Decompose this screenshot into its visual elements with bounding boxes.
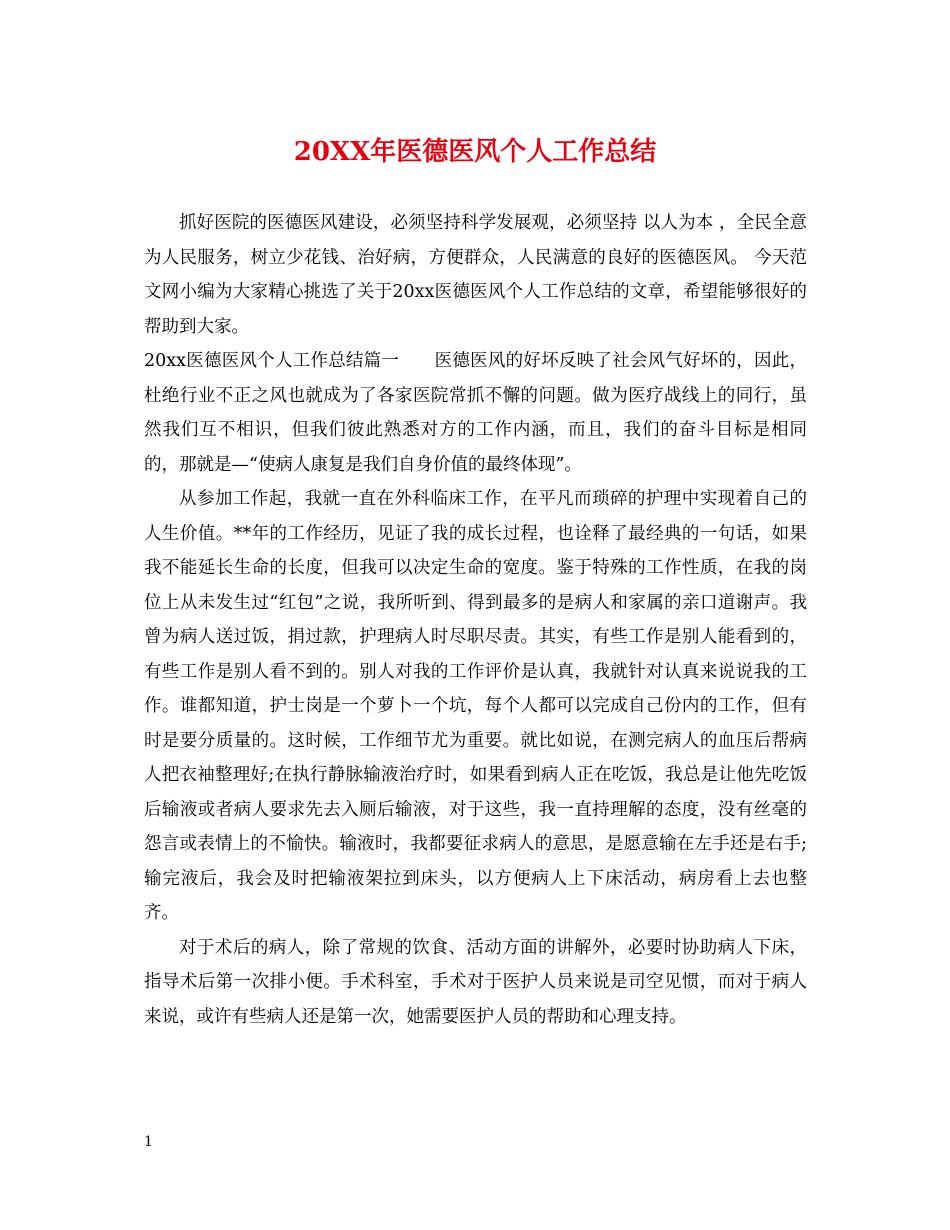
page-number: 1	[144, 1134, 153, 1150]
body-paragraph-2: 从参加工作起，我就一直在外科临床工作，在平凡而琐碎的护理中实现着自己的人生价值。**年的工作经历，见证了我的成长过程，也诠释了最经典的一句话，如果我不能延长生命的长度，但我可以决定生命的宽度。鉴于特殊的工作性质，在我的岗位上从未发生过“红包”之说，我所听到、得到最多的是病人和家属的亲口道谢声。我曾为病人送过饭，捐过款，护理病人时尽职尽责。其实，有些工作是别人能看到的，有些工作是别人看不到的。别人对我的工作评价是认真，我就针对认真来说说我的工作。谁都知道，护士岗是一个萝卜一个坑，每个人都可以完成自己份内的工作，但有时是要分质量的。这时候，工作细节尤为重要。就比如说，在测完病人的血压后帮病人把衣袖整理好;在执行静脉输液治疗时，如果看到病人正在吃饭，我总是让他先吃饭后输液或者病人要求先去入厕后输液，对于这些，我一直持理解的态度，没有丝毫的怨言或表情上的不愉快。输液时，我都要征求病人的意思，是愿意输在左手还是右手;输完液后，我会及时把输液架拉到床头，以方便病人上下床活动，病房看上去也整齐。	[144, 489, 807, 923]
section-gap	[399, 351, 435, 371]
section-heading: 20xx医德医风个人工作总结篇一	[144, 351, 400, 371]
document-body	[144, 206, 807, 1034]
body-paragraph-3: 对于术后的病人，除了常规的饮食、活动方面的讲解外，必要时协助病人下床，指导术后第一次排小便。手术科室，手术对于医护人员来说是司空见惯，而对于病人来说，或许有些病人还是第一次，她需要医护人员的帮助和心理支持。	[144, 937, 807, 1027]
section-paragraph	[144, 344, 807, 482]
section-first-text: 医德医风的好坏反映了社会风气好坏的，因此，杜绝行业不正之风也就成为了各家医院常抓不懈的问题。做为医疗战线上的同行，虽然我们互不相识，但我们彼此熟悉对方的工作内涵，而且，我们的奋斗目标是相同的，那就是—“使病人康复是我们自身价值的最终体现”。	[144, 351, 808, 475]
document-title: 20XX年医德医风个人工作总结	[293, 137, 657, 167]
intro-paragraph: 抓好医院的医德医风建设，必须坚持科学发展观，必须坚持 以人为本 ，全民全意为人民服务，树立少花钱、治好病，方便群众，人民满意的良好的医德医风。 今天范文网小编为大家精心挑选了关于20xx医德医风个人工作总结的文章，希望能够很好的帮助到大家。	[144, 213, 807, 337]
